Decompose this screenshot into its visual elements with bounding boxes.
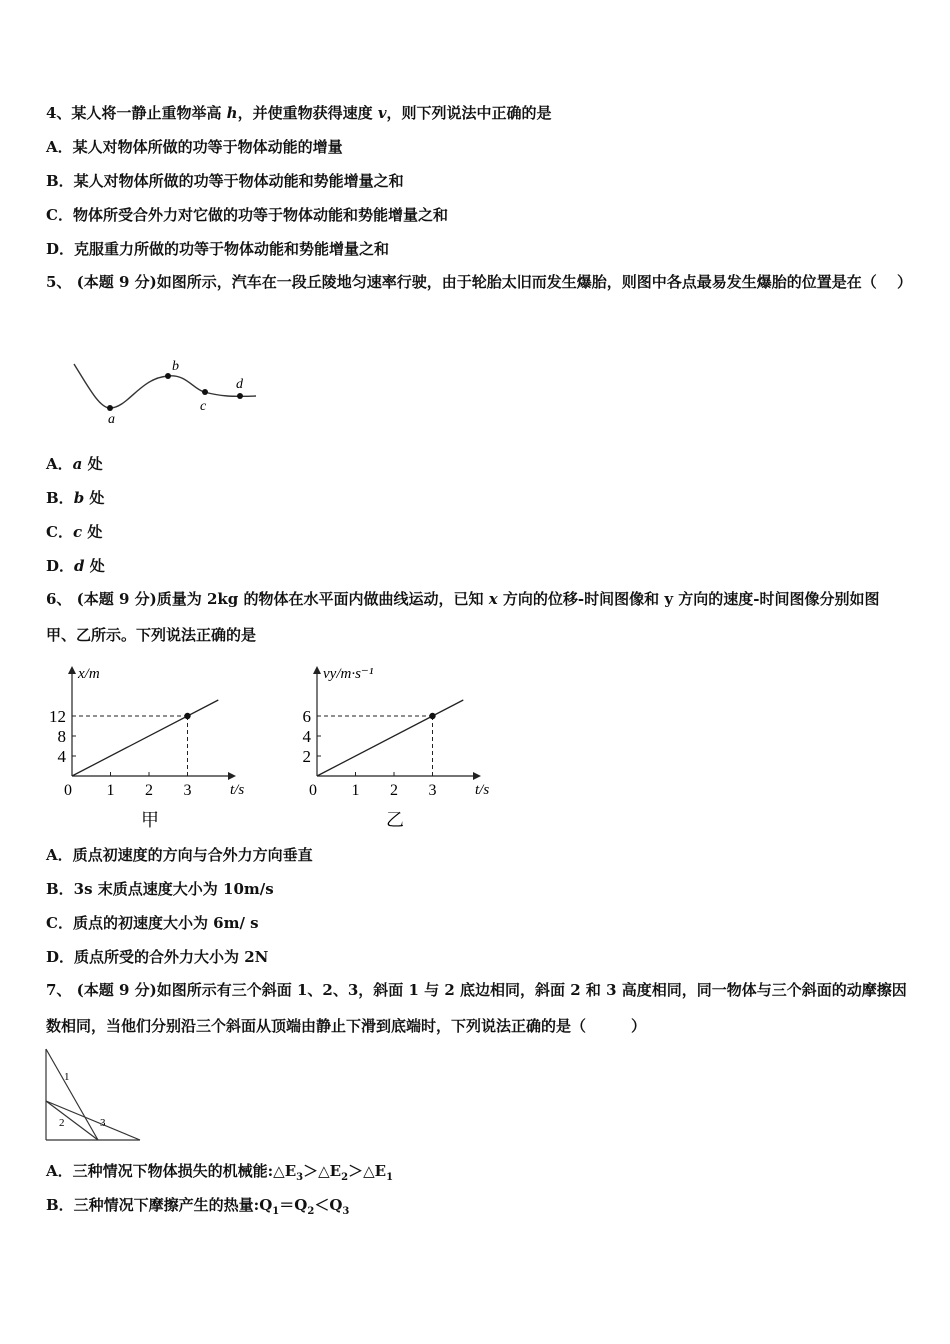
y-tick-label: 4 bbox=[302, 727, 311, 746]
point-a bbox=[107, 405, 113, 411]
marked-point bbox=[429, 713, 435, 719]
chart-yi bbox=[285, 660, 515, 835]
q6-option-a: A．质点初速度的方向与合外力方向垂直 bbox=[46, 846, 313, 864]
y-tick-label: 12 bbox=[49, 707, 66, 726]
x-axis-label: t/s bbox=[475, 782, 490, 798]
chart-jia bbox=[40, 660, 270, 835]
y-tick-label: 6 bbox=[302, 707, 311, 726]
point-b bbox=[165, 373, 171, 379]
q5-hill-figure bbox=[60, 350, 270, 430]
x-axis-arrow bbox=[228, 772, 236, 780]
y-axis-arrow bbox=[68, 666, 76, 674]
q4-option-a: A．某人对物体所做的功等于物体动能的增量 bbox=[46, 138, 343, 156]
x-tick-label: 2 bbox=[145, 782, 153, 799]
x-tick-label: 3 bbox=[183, 782, 192, 799]
q5-option-c: C．c 处 bbox=[46, 523, 103, 541]
x-tick-label: 2 bbox=[390, 782, 398, 799]
x-axis-arrow bbox=[473, 772, 481, 780]
series-line bbox=[317, 700, 463, 776]
q5-option-d: D．d 处 bbox=[46, 557, 105, 575]
x-axis-label: t/s bbox=[230, 782, 245, 798]
label-c: c bbox=[200, 399, 207, 414]
x-tick-label: 0 bbox=[309, 782, 317, 799]
x-tick-label: 1 bbox=[351, 782, 360, 799]
slope-label-2: 2 bbox=[59, 1117, 65, 1129]
slope-label-3: 3 bbox=[100, 1117, 106, 1129]
q5-stem: 5、 (本题 9 分)如图所示，汽车在一段丘陵地匀速率行驶，由于轮胎太旧而发生爆胎，则图中各点最易发生爆胎的位置是在（ ） bbox=[46, 273, 912, 291]
slope-1 bbox=[46, 1049, 98, 1140]
y-tick-label: 8 bbox=[57, 727, 66, 746]
label-d: d bbox=[236, 377, 243, 392]
y-tick-label: 4 bbox=[57, 747, 66, 766]
series-line bbox=[72, 700, 218, 776]
q4-option-c: C．物体所受合外力对它做的功等于物体动能和势能增量之和 bbox=[46, 206, 448, 224]
q5-option-a: A．a 处 bbox=[46, 455, 103, 473]
y-axis-arrow bbox=[313, 666, 321, 674]
x-tick-label: 3 bbox=[428, 782, 437, 799]
hill-curve bbox=[74, 364, 256, 408]
x-tick-label: 0 bbox=[64, 782, 72, 799]
q4-option-b: B．某人对物体所做的功等于物体动能和势能增量之和 bbox=[46, 172, 404, 190]
chart-caption: 乙 bbox=[386, 810, 404, 830]
q6-stem: 6、 (本题 9 分)质量为 2kg 的物体在水平面内做曲线运动，已知 x 方向的位移-时间图像和 y 方向的速度-时间图像分别如图甲、乙所示。下列说法正确的是 bbox=[46, 590, 880, 644]
marked-point bbox=[184, 713, 190, 719]
q6-option-d: D．质点所受的合外力大小为 2N bbox=[46, 948, 269, 966]
y-tick-label: 2 bbox=[302, 747, 311, 766]
q6-option-c: C．质点的初速度大小为 6m/ s bbox=[46, 914, 259, 932]
chart-caption: 甲 bbox=[141, 810, 159, 830]
q5-option-b: B．b 处 bbox=[46, 489, 105, 507]
label-b: b bbox=[172, 359, 179, 374]
point-d bbox=[237, 393, 243, 399]
q4-option-d: D．克服重力所做的功等于物体动能和势能增量之和 bbox=[46, 240, 390, 258]
q7-slopes-figure bbox=[42, 1045, 147, 1145]
y-axis-label: vy/m·s⁻¹ bbox=[323, 666, 374, 682]
point-c bbox=[202, 389, 208, 395]
q7-option-b: B．三种情况下摩擦产生的热量$:Q_1=Q_2<Q_3$ bbox=[46, 1196, 350, 1217]
q4-stem: 4、某人将一静止重物举高 h，并使重物获得速度 v，则下列说法中正确的是 bbox=[46, 104, 552, 122]
slope-label-1: 1 bbox=[64, 1071, 70, 1083]
x-tick-label: 1 bbox=[106, 782, 115, 799]
q6-option-b: B．3s 末质点速度大小为 10m/s bbox=[46, 880, 274, 898]
q7-option-a: A．三种情况下物体损失的机械能$:\triangle E_3>\triangle E_2>\triangle E_1$ bbox=[46, 1162, 394, 1183]
y-axis-label: x/m bbox=[78, 666, 100, 682]
slope-2 bbox=[46, 1101, 98, 1140]
label-a: a bbox=[108, 412, 115, 427]
q7-stem: 7、 (本题 9 分)如图所示有三个斜面 1、2、3，斜面 1 与 2 底边相同，斜面 2 和 3 高度相同，同一物体与三个斜面的动摩擦因数相同，当他们分别沿三个斜面从顶端由静止下滑到底端时，下列说法正确的是（ ） bbox=[46, 981, 907, 1035]
